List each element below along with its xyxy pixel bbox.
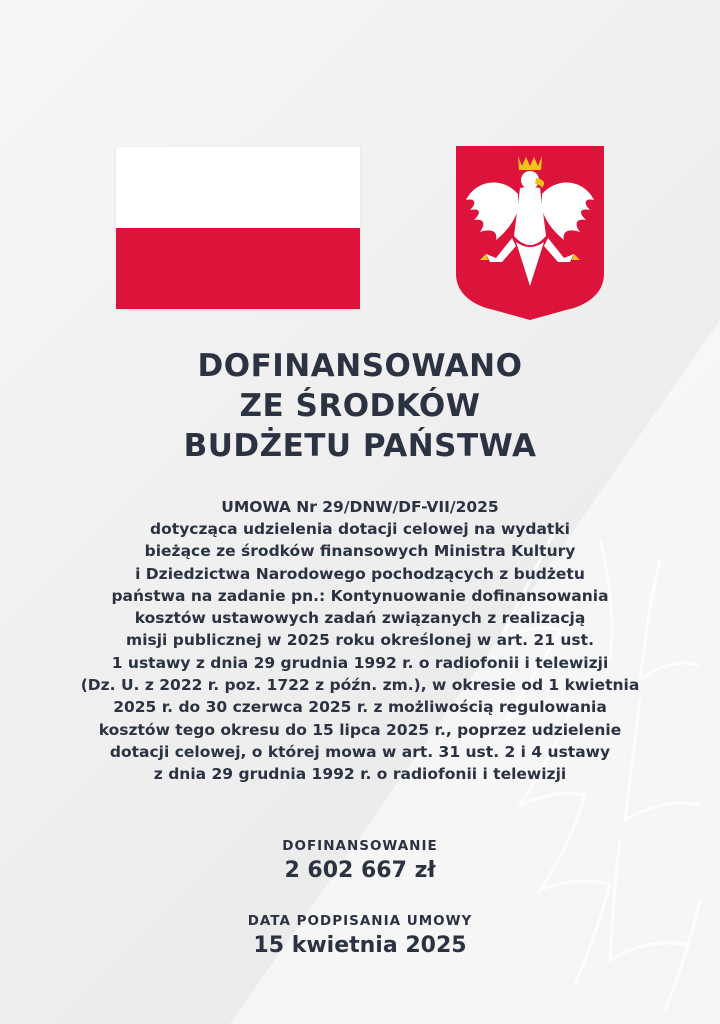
agreement-description xyxy=(30,518,690,786)
description-line: (Dz. U. z 2022 r. poz. 1722 z późn. zm.), w okresie od 1 kwietnia xyxy=(80,676,640,695)
description-line: kosztów ustawowych zadań związanych z realizacją xyxy=(134,609,586,628)
description-line: 2025 r. do 30 czerwca 2025 r. z możliwością regulowania xyxy=(113,698,607,717)
title-line: DOFINANSOWANO xyxy=(197,348,523,384)
polish-flag xyxy=(116,147,360,309)
description-line: bieżące ze środków finansowych Ministra Kultury xyxy=(144,542,576,561)
agreement-number: UMOWA Nr 29/DNW/DF-VII/2025 xyxy=(221,498,499,516)
page-title xyxy=(0,346,720,466)
description-line: 1 ustawy z dnia 29 grudnia 1992 r. o radiofonii i telewizji xyxy=(111,653,609,672)
flag-white-stripe xyxy=(116,147,360,228)
signing-date: 15 kwietnia 2025 xyxy=(253,933,467,958)
description-line: dotycząca udzielenia dotacji celowej na wydatki xyxy=(150,520,570,538)
signing-date-label: DATA PODPISANIA UMOWY xyxy=(247,913,473,929)
funding-label: DOFINANSOWANIE xyxy=(282,838,438,854)
title-line: ZE ŚRODKÓW xyxy=(239,388,481,424)
description-line: dotacji celowej, o której mowa w art. 31 ust. 2 i 4 ustawy xyxy=(109,742,611,761)
description-line: kosztów tego okresu do 15 lipca 2025 r., poprzez udzielenie xyxy=(98,720,622,739)
title-line: BUDŻETU PAŃSTWA xyxy=(183,428,537,464)
description-line: z dnia 29 grudnia 1992 r. o radiofonii i telewizji xyxy=(153,765,567,784)
description-line: misji publicznej w 2025 roku określonej w art. 21 ust. xyxy=(126,631,594,650)
description-line: i Dziedzictwa Narodowego pochodzących z budżetu xyxy=(135,564,585,583)
polish-coat-of-arms-icon xyxy=(456,146,604,320)
description-line: państwa na zadanie pn.: Kontynuowanie dofinansowania xyxy=(111,586,609,605)
flag-red-stripe xyxy=(116,228,360,309)
funding-amount: 2 602 667 zł xyxy=(284,858,436,883)
